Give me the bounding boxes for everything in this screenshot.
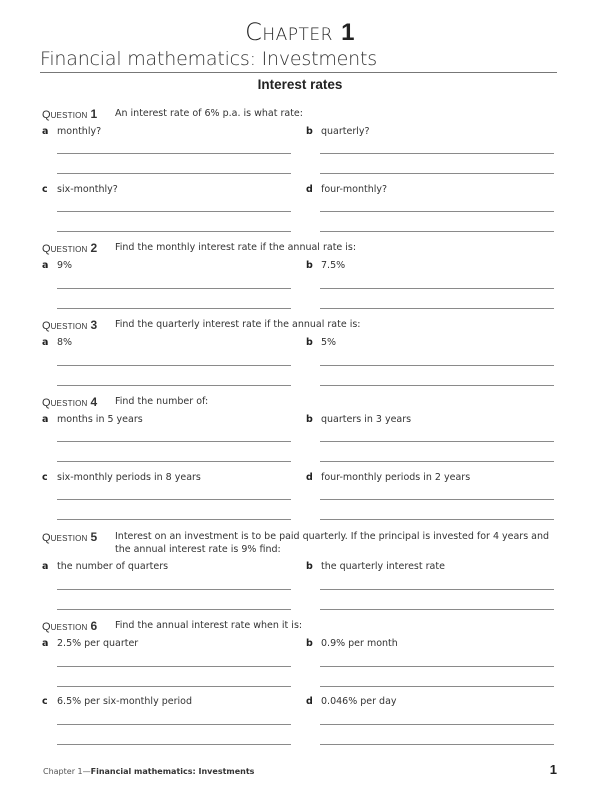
answer-line[interactable] [320, 173, 554, 174]
part-text: 0.046% per day [321, 696, 397, 707]
answer-line[interactable] [57, 231, 291, 232]
question-label [42, 619, 97, 633]
answer-line[interactable] [320, 211, 554, 212]
answer-line[interactable] [320, 153, 554, 154]
part-text: 9% [57, 260, 73, 271]
question-text: Find the number of: [115, 396, 209, 407]
part-text: four-monthly periods in 2 years [321, 472, 471, 483]
question-word-rest: UESTION [50, 322, 88, 331]
question-word-initial: Q [42, 532, 51, 544]
answer-line[interactable] [57, 499, 291, 500]
part-letter: a [42, 337, 49, 348]
chapter-subtitle: Financial mathematics: Investments [40, 48, 377, 70]
chapter-number: 1 [341, 19, 355, 46]
part-text: 6.5% per six-monthly period [57, 696, 192, 707]
part-text: the quarterly interest rate [321, 561, 445, 572]
question-number: 4 [90, 395, 98, 409]
answer-line[interactable] [320, 609, 554, 610]
part-letter: d [306, 184, 313, 195]
answer-line[interactable] [320, 499, 554, 500]
question-text: Find the annual interest rate when it is: [115, 620, 303, 631]
footer-chapter-label: Chapter 1— [43, 767, 91, 776]
question-label [42, 395, 97, 409]
answer-line[interactable] [57, 211, 291, 212]
answer-line[interactable] [57, 153, 291, 154]
section-title: Interest rates [257, 77, 343, 92]
answer-line[interactable] [57, 173, 291, 174]
question-word-rest: UESTION [50, 245, 88, 254]
chapter-divider [40, 72, 557, 73]
question-text: Find the quarterly interest rate if the annual rate is: [115, 319, 361, 330]
answer-line[interactable] [57, 724, 291, 725]
answer-line[interactable] [57, 744, 291, 745]
question-word-initial: Q [42, 621, 51, 633]
answer-line[interactable] [320, 441, 554, 442]
part-letter: b [306, 260, 313, 271]
answer-line[interactable] [320, 461, 554, 462]
question-word-rest: UESTION [50, 534, 88, 543]
answer-line[interactable] [320, 365, 554, 366]
answer-line[interactable] [320, 308, 554, 309]
question-word-initial: Q [42, 109, 51, 121]
part-letter: a [42, 414, 49, 425]
part-text: 0.9% per month [321, 638, 398, 649]
question-word-rest: UESTION [50, 623, 88, 632]
part-text: monthly? [57, 126, 102, 137]
part-text: the number of quarters [57, 561, 169, 572]
question-number: 2 [90, 241, 98, 255]
answer-line[interactable] [57, 288, 291, 289]
question-word-initial: Q [42, 397, 51, 409]
question-text: An interest rate of 6% p.a. is what rate: [115, 108, 303, 119]
answer-line[interactable] [57, 385, 291, 386]
chapter-word-initial: C [245, 18, 263, 46]
answer-line[interactable] [57, 365, 291, 366]
part-text: 5% [321, 337, 337, 348]
answer-line[interactable] [320, 288, 554, 289]
question-label [42, 530, 97, 544]
part-text: four-monthly? [321, 184, 388, 195]
part-letter: c [42, 184, 48, 195]
answer-line[interactable] [57, 308, 291, 309]
question-label [42, 241, 97, 255]
part-letter: b [306, 561, 313, 572]
question-number: 6 [90, 619, 98, 633]
answer-line[interactable] [320, 666, 554, 667]
answer-line[interactable] [320, 519, 554, 520]
part-text: 8% [57, 337, 73, 348]
part-letter: b [306, 126, 313, 137]
question-word-initial: Q [42, 243, 51, 255]
answer-line[interactable] [57, 441, 291, 442]
question-word-rest: UESTION [50, 399, 88, 408]
chapter-title [0, 18, 600, 47]
question-word-rest: UESTION [50, 111, 88, 120]
answer-line[interactable] [320, 686, 554, 687]
part-letter: a [42, 638, 49, 649]
question-number: 1 [90, 107, 98, 121]
part-letter: c [42, 472, 48, 483]
question-word-initial: Q [42, 320, 51, 332]
footer-chapter-name: Financial mathematics: Investments [90, 767, 255, 776]
part-text: six-monthly periods in 8 years [57, 472, 201, 483]
chapter-word-rest: HAPTER [262, 25, 333, 45]
part-letter: a [42, 561, 49, 572]
part-text: quarters in 3 years [321, 414, 412, 425]
part-text: quarterly? [321, 126, 370, 137]
answer-line[interactable] [57, 519, 291, 520]
answer-line[interactable] [320, 744, 554, 745]
answer-line[interactable] [57, 686, 291, 687]
answer-line[interactable] [57, 609, 291, 610]
part-text: six-monthly? [57, 184, 118, 195]
part-letter: d [306, 696, 313, 707]
part-text: months in 5 years [57, 414, 143, 425]
question-number: 3 [90, 318, 98, 332]
part-letter: b [306, 337, 313, 348]
answer-line[interactable] [320, 231, 554, 232]
page-number: 1 [549, 762, 557, 777]
question-number: 5 [90, 530, 98, 544]
question-text: Interest on an investment is to be paid quarterly. If the principal is invested for 4 years and the annual interest rate is 9% find: [115, 531, 550, 555]
answer-line[interactable] [57, 461, 291, 462]
question-text: Find the monthly interest rate if the annual rate is: [115, 242, 357, 253]
part-letter: c [42, 696, 48, 707]
part-letter: a [42, 260, 49, 271]
question-label [42, 107, 97, 121]
part-letter: b [306, 414, 313, 425]
part-text: 2.5% per quarter [57, 638, 139, 649]
answer-line[interactable] [57, 666, 291, 667]
answer-line[interactable] [320, 724, 554, 725]
page-footer [43, 767, 254, 776]
part-text: 7.5% [321, 260, 346, 271]
part-letter: d [306, 472, 313, 483]
question-label [42, 318, 97, 332]
answer-line[interactable] [320, 385, 554, 386]
answer-line[interactable] [57, 589, 291, 590]
part-letter: a [42, 126, 49, 137]
answer-line[interactable] [320, 589, 554, 590]
part-letter: b [306, 638, 313, 649]
